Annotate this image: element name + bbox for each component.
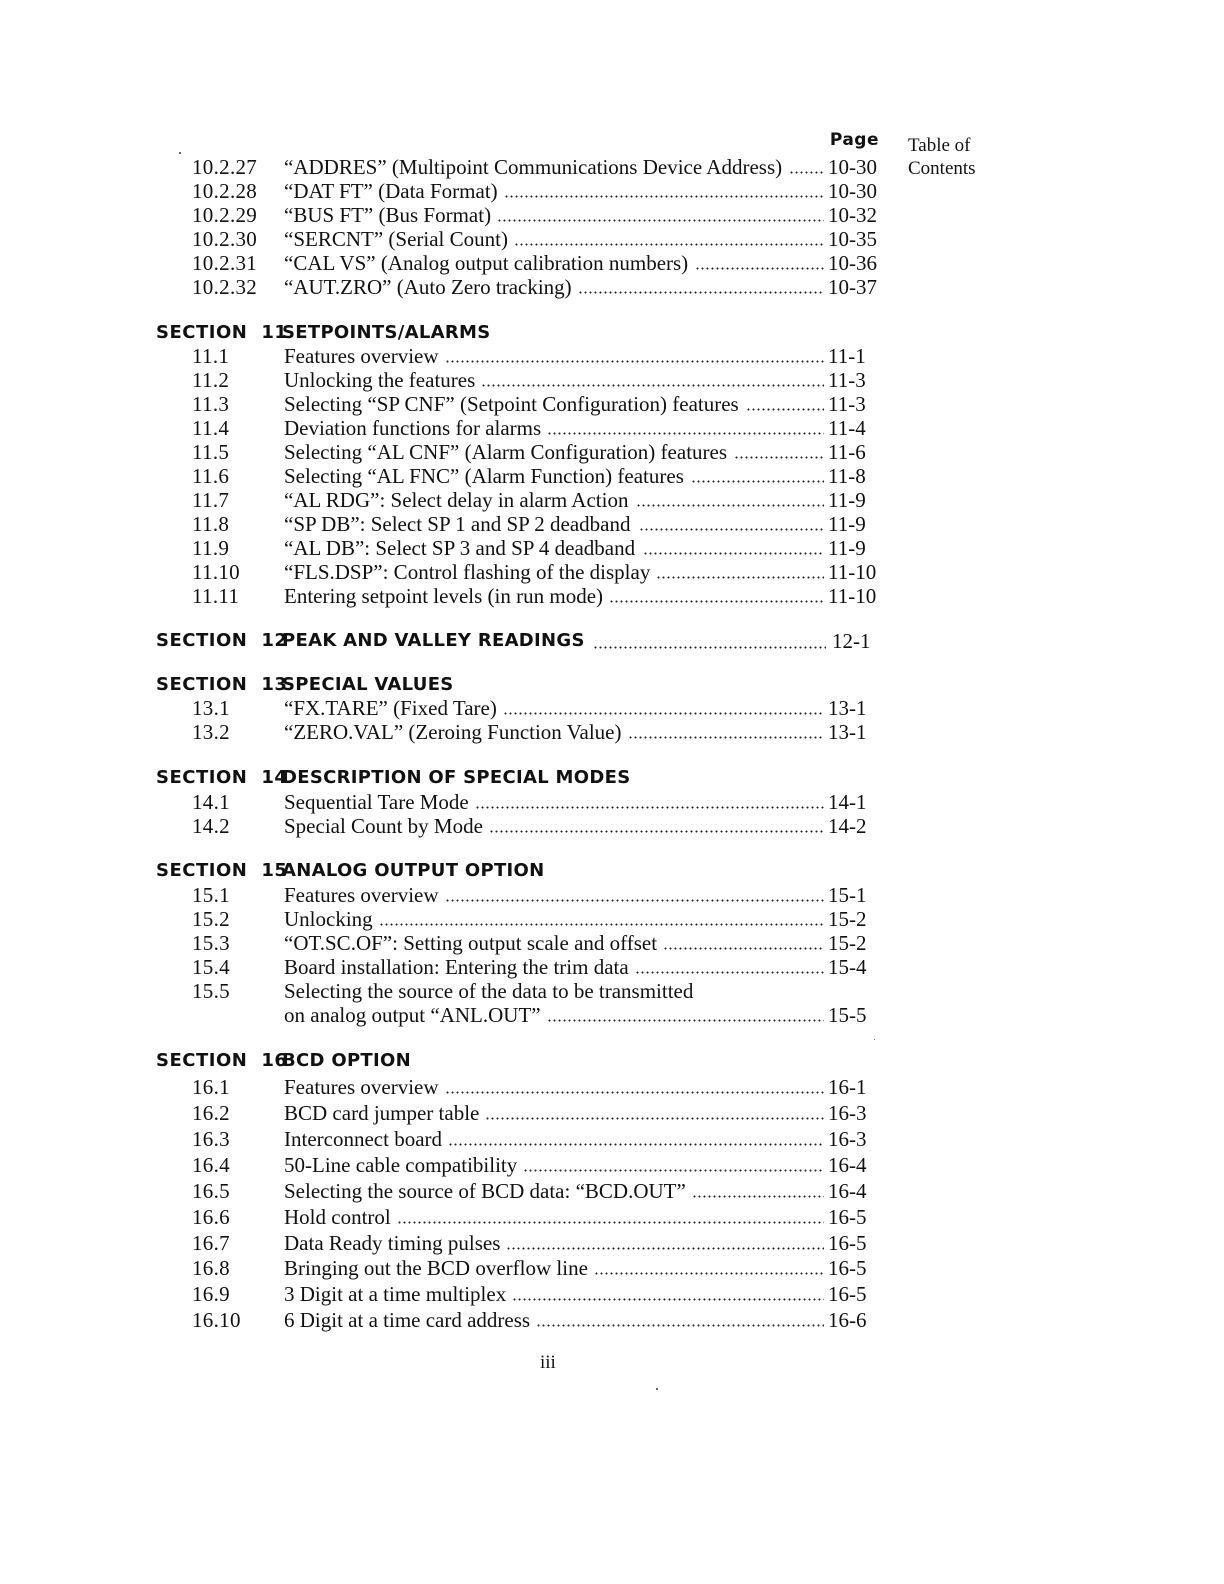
toc-entry[interactable] xyxy=(0,584,1224,608)
entry-number: 11.5 xyxy=(192,440,230,464)
page-reference[interactable]: 15-1 xyxy=(828,883,867,907)
dot-leader xyxy=(635,971,824,974)
entry-number: 16.7 xyxy=(192,1231,230,1255)
entry-number: 16.1 xyxy=(192,1075,230,1099)
section-word: SECTION xyxy=(156,767,248,788)
scan-speck xyxy=(179,152,181,154)
entry-number: 13.2 xyxy=(192,720,230,744)
toc-entry[interactable] xyxy=(0,464,1224,488)
section-title: PEAK AND VALLEY READINGS xyxy=(282,630,585,651)
entry-title[interactable]: Sequential Tare Mode xyxy=(284,790,469,814)
entry-title[interactable]: “ADDRES” (Multipoint Communications Device Address) xyxy=(284,155,783,179)
entry-number: 11.11 xyxy=(192,584,240,608)
section-number: 13 xyxy=(261,674,288,695)
dot-leader xyxy=(379,923,824,926)
entry-number: 14.2 xyxy=(192,814,230,838)
entry-number: 11.10 xyxy=(192,560,240,584)
entry-title[interactable]: BCD card jumper table xyxy=(284,1101,480,1125)
dot-leader xyxy=(789,171,824,174)
entry-number: 16.4 xyxy=(192,1153,230,1177)
entry-title[interactable]: “CAL VS” (Analog output calibration numbers) xyxy=(284,251,689,275)
page-reference[interactable]: 11-10 xyxy=(828,560,877,584)
toc-entry[interactable] xyxy=(0,560,1224,584)
entry-title[interactable]: Selecting the source of BCD data: “BCD.OUT” xyxy=(284,1179,686,1203)
toc-entry[interactable] xyxy=(0,1231,1224,1255)
toc-entry[interactable] xyxy=(0,1127,1224,1151)
toc-entry[interactable] xyxy=(0,790,1224,814)
entry-title[interactable]: Unlocking the features xyxy=(284,368,476,392)
entry-number: 16.8 xyxy=(192,1256,230,1280)
entry-title[interactable]: Deviation functions for alarms xyxy=(284,416,542,440)
entry-number: 10.2.30 xyxy=(192,227,258,251)
page-reference[interactable]: 10-35 xyxy=(828,227,877,251)
page-reference[interactable]: 11-1 xyxy=(828,344,866,368)
dot-leader xyxy=(514,243,824,246)
section-label xyxy=(156,765,287,791)
section-heading xyxy=(0,765,1224,791)
entry-title[interactable]: “FX.TARE” (Fixed Tare) xyxy=(284,696,497,720)
dot-leader xyxy=(695,267,824,270)
entry-number: 10.2.27 xyxy=(192,155,258,179)
section-title: ANALOG OUTPUT OPTION xyxy=(282,860,545,881)
toc-entry[interactable] xyxy=(0,368,1224,392)
section-heading xyxy=(0,628,1224,654)
section-label xyxy=(156,672,287,698)
side-label-line-2: Contents xyxy=(908,158,976,179)
entry-number: 15.1 xyxy=(192,883,230,907)
dot-leader xyxy=(746,408,824,411)
dot-leader xyxy=(481,384,824,387)
section-number: 16 xyxy=(261,1050,288,1071)
toc-entry[interactable] xyxy=(0,203,1224,227)
page-reference[interactable]: 10-30 xyxy=(828,155,877,179)
entry-number: 13.1 xyxy=(192,696,230,720)
entry-number: 11.4 xyxy=(192,416,230,440)
page-reference[interactable]: 11-10 xyxy=(828,584,877,608)
dot-leader xyxy=(475,806,824,809)
entry-title[interactable]: “OT.SC.OF”: Setting output scale and offset xyxy=(284,931,658,955)
entry-title[interactable]: Selecting “AL CNF” (Alarm Configuration) features xyxy=(284,440,728,464)
page-reference[interactable]: 11-3 xyxy=(828,392,866,416)
entry-title[interactable]: “SP DB”: Select SP 1 and SP 2 deadband xyxy=(284,512,631,536)
page-reference[interactable]: 13-1 xyxy=(828,696,867,720)
dot-leader xyxy=(609,600,824,603)
entry-title[interactable]: Hold control xyxy=(284,1205,391,1229)
toc-entry[interactable] xyxy=(0,1075,1224,1099)
entry-title[interactable]: 50-Line cable compatibility xyxy=(284,1153,518,1177)
dot-leader xyxy=(506,1247,824,1250)
entry-title[interactable]: Features overview xyxy=(284,883,439,907)
toc-entry[interactable] xyxy=(0,1179,1224,1203)
dot-leader xyxy=(485,1117,824,1120)
entry-title[interactable]: Unlocking xyxy=(284,907,373,931)
entry-number: 11.9 xyxy=(192,536,230,560)
toc-entry[interactable] xyxy=(0,536,1224,560)
section-word: SECTION xyxy=(156,674,248,695)
entry-number: 15.2 xyxy=(192,907,230,931)
dot-leader xyxy=(512,1298,824,1301)
page-number: iii xyxy=(540,1352,556,1373)
section-title: SPECIAL VALUES xyxy=(282,674,454,695)
dot-leader xyxy=(497,219,824,222)
dot-leader xyxy=(663,947,824,950)
section-heading xyxy=(0,1048,1224,1074)
page-reference[interactable]: 16-6 xyxy=(828,1308,867,1332)
section-number: 11 xyxy=(261,322,288,343)
dot-leader xyxy=(536,1324,824,1327)
entry-number: 16.10 xyxy=(192,1308,241,1332)
section-title: DESCRIPTION OF SPECIAL MODES xyxy=(282,767,631,788)
page-reference[interactable]: 16-3 xyxy=(828,1101,867,1125)
page-reference[interactable]: 14-2 xyxy=(828,814,867,838)
entry-title[interactable]: Features overview xyxy=(284,1075,439,1099)
toc-entry[interactable] xyxy=(0,907,1224,931)
dot-leader xyxy=(547,432,824,435)
page-reference[interactable]: 11-8 xyxy=(828,464,866,488)
page-reference[interactable]: 15-2 xyxy=(828,907,867,931)
entry-number: 11.2 xyxy=(192,368,230,392)
dot-leader xyxy=(578,291,824,294)
page-reference[interactable]: 16-5 xyxy=(828,1282,867,1306)
toc-entry[interactable] xyxy=(0,814,1224,838)
entry-number: 16.2 xyxy=(192,1101,230,1125)
page-reference[interactable]: 16-5 xyxy=(828,1231,867,1255)
section-word: SECTION xyxy=(156,860,248,881)
entry-number: 10.2.31 xyxy=(192,251,258,275)
page-reference[interactable]: 11-3 xyxy=(828,368,866,392)
dot-leader xyxy=(594,1272,824,1275)
toc-entry[interactable] xyxy=(0,979,1224,1003)
section-number: 15 xyxy=(261,860,288,881)
page-reference[interactable]: 11-4 xyxy=(828,416,866,440)
toc-entry[interactable] xyxy=(0,883,1224,907)
entry-title[interactable]: “FLS.DSP”: Control flashing of the display xyxy=(284,560,651,584)
page-reference[interactable]: 16-4 xyxy=(828,1179,867,1203)
side-label-line-1: Table of xyxy=(908,135,971,156)
section-heading xyxy=(0,672,1224,698)
dot-leader xyxy=(445,1091,824,1094)
toc-entry[interactable] xyxy=(0,392,1224,416)
entry-title[interactable]: on analog output “ANL.OUT” xyxy=(284,1003,541,1027)
page-reference[interactable]: 12-1 xyxy=(832,629,871,653)
entry-number: 16.3 xyxy=(192,1127,230,1151)
entry-title[interactable]: Selecting the source of the data to be transmitted xyxy=(284,979,694,1003)
entry-title[interactable]: “DAT FT” (Data Format) xyxy=(284,179,498,203)
page-reference[interactable]: 11-6 xyxy=(828,440,866,464)
page-reference[interactable]: 16-4 xyxy=(828,1153,867,1177)
page-reference[interactable]: 15-4 xyxy=(828,955,867,979)
entry-title[interactable]: 3 Digit at a time multiplex xyxy=(284,1282,507,1306)
section-label xyxy=(156,858,287,884)
dot-leader xyxy=(691,480,824,483)
page-reference[interactable]: 15-5 xyxy=(828,1003,867,1027)
entry-title[interactable]: Features overview xyxy=(284,344,439,368)
page-reference[interactable]: 11-9 xyxy=(828,512,866,536)
section-label xyxy=(156,320,287,346)
scan-speck xyxy=(874,1039,875,1040)
entry-title[interactable]: “AL RDG”: Select delay in alarm Action xyxy=(284,488,629,512)
entry-title[interactable]: 6 Digit at a time card address xyxy=(284,1308,531,1332)
section-title: SETPOINTS/ALARMS xyxy=(282,322,491,343)
dot-leader xyxy=(643,552,824,555)
dot-leader xyxy=(656,576,824,579)
page-reference[interactable]: 10-36 xyxy=(828,251,877,275)
dot-leader xyxy=(628,736,824,739)
entry-title[interactable]: “AL DB”: Select SP 3 and SP 4 deadband xyxy=(284,536,636,560)
toc-entry[interactable] xyxy=(0,1003,1224,1027)
section-heading xyxy=(0,858,1224,884)
dot-leader xyxy=(593,646,826,649)
page-reference[interactable]: 10-37 xyxy=(828,275,877,299)
entry-title[interactable]: Selecting “AL FNC” (Alarm Function) features xyxy=(284,464,684,488)
toc-entry[interactable] xyxy=(0,931,1224,955)
toc-entry[interactable] xyxy=(0,227,1224,251)
dot-leader xyxy=(445,360,824,363)
entry-number: 11.6 xyxy=(192,464,230,488)
entry-title[interactable]: Bringing out the BCD overflow line xyxy=(284,1256,588,1280)
entry-number: 16.9 xyxy=(192,1282,230,1306)
entry-number: 15.5 xyxy=(192,979,230,1003)
entry-number: 16.5 xyxy=(192,1179,230,1203)
entry-number: 10.2.32 xyxy=(192,275,258,299)
entry-number: 11.7 xyxy=(192,488,230,512)
toc-entry[interactable] xyxy=(0,955,1224,979)
dot-leader xyxy=(547,1019,824,1022)
toc-entry[interactable] xyxy=(0,1205,1224,1229)
toc-entry[interactable] xyxy=(0,1101,1224,1125)
page-reference[interactable]: 15-2 xyxy=(828,931,867,955)
entry-title[interactable]: Data Ready timing pulses xyxy=(284,1231,501,1255)
toc-entry[interactable] xyxy=(0,440,1224,464)
section-number: 12 xyxy=(261,630,288,651)
entry-title[interactable]: “ZERO.VAL” (Zeroing Function Value) xyxy=(284,720,622,744)
dot-leader xyxy=(448,1143,824,1146)
entry-title[interactable]: “SERCNT” (Serial Count) xyxy=(284,227,508,251)
toc-entry[interactable] xyxy=(0,416,1224,440)
scan-speck xyxy=(656,1388,658,1390)
dot-leader xyxy=(692,1195,824,1198)
entry-number: 11.8 xyxy=(192,512,230,536)
page-reference[interactable]: 11-9 xyxy=(828,488,866,512)
page-reference[interactable]: 16-3 xyxy=(828,1127,867,1151)
section-label xyxy=(156,628,287,654)
toc-entry[interactable] xyxy=(0,251,1224,275)
dot-leader xyxy=(445,899,824,902)
dot-leader xyxy=(636,504,824,507)
toc-entry[interactable] xyxy=(0,488,1224,512)
page-reference[interactable]: 14-1 xyxy=(828,790,867,814)
dot-leader xyxy=(397,1221,824,1224)
entry-number: 10.2.29 xyxy=(192,203,258,227)
toc-entry[interactable] xyxy=(0,275,1224,299)
entry-title[interactable]: “AUT.ZRO” (Auto Zero tracking) xyxy=(284,275,572,299)
page-reference[interactable]: 13-1 xyxy=(828,720,867,744)
section-word: SECTION xyxy=(156,1050,248,1071)
entry-title[interactable]: Selecting “SP CNF” (Setpoint Configuration) features xyxy=(284,392,739,416)
dot-leader xyxy=(504,195,824,198)
toc-entry[interactable] xyxy=(0,1282,1224,1306)
dot-leader xyxy=(734,456,824,459)
entry-title[interactable]: Entering setpoint levels (in run mode) xyxy=(284,584,604,608)
entry-title[interactable]: Special Count by Mode xyxy=(284,814,483,838)
dot-leader xyxy=(523,1169,824,1172)
toc-entry[interactable] xyxy=(0,1308,1224,1332)
page-reference[interactable]: 16-1 xyxy=(828,1075,867,1099)
section-word: SECTION xyxy=(156,322,248,343)
entry-number: 11.3 xyxy=(192,392,230,416)
toc-entry[interactable] xyxy=(0,1256,1224,1280)
toc-entry[interactable] xyxy=(0,344,1224,368)
entry-number: 10.2.28 xyxy=(192,179,258,203)
section-label xyxy=(156,1048,287,1074)
toc-entry[interactable] xyxy=(0,179,1224,203)
toc-entry[interactable] xyxy=(0,512,1224,536)
entry-number: 16.6 xyxy=(192,1205,230,1229)
entry-title[interactable]: Board installation: Entering the trim data xyxy=(284,955,629,979)
page-column-label: Page xyxy=(829,130,879,150)
page-reference[interactable]: 11-9 xyxy=(828,536,866,560)
page-reference[interactable]: 16-5 xyxy=(828,1256,867,1280)
dot-leader xyxy=(503,712,824,715)
page-reference[interactable]: 10-32 xyxy=(828,203,877,227)
entry-number: 15.4 xyxy=(192,955,230,979)
entry-number: 15.3 xyxy=(192,931,230,955)
entry-title[interactable]: Interconnect board xyxy=(284,1127,443,1151)
page-reference[interactable]: 10-30 xyxy=(828,179,877,203)
entry-title[interactable]: “BUS FT” (Bus Format) xyxy=(284,203,492,227)
dot-leader xyxy=(489,830,824,833)
section-heading xyxy=(0,320,1224,346)
section-title: BCD OPTION xyxy=(282,1050,411,1071)
section-word: SECTION xyxy=(156,630,248,651)
toc-entry[interactable] xyxy=(0,155,1224,179)
entry-number: 14.1 xyxy=(192,790,230,814)
section-number: 14 xyxy=(261,767,288,788)
dot-leader xyxy=(639,528,824,531)
page-reference[interactable]: 16-5 xyxy=(828,1205,867,1229)
toc-entry[interactable] xyxy=(0,720,1224,744)
toc-entry[interactable] xyxy=(0,1153,1224,1177)
toc-entry[interactable] xyxy=(0,696,1224,720)
entry-number: 11.1 xyxy=(192,344,230,368)
